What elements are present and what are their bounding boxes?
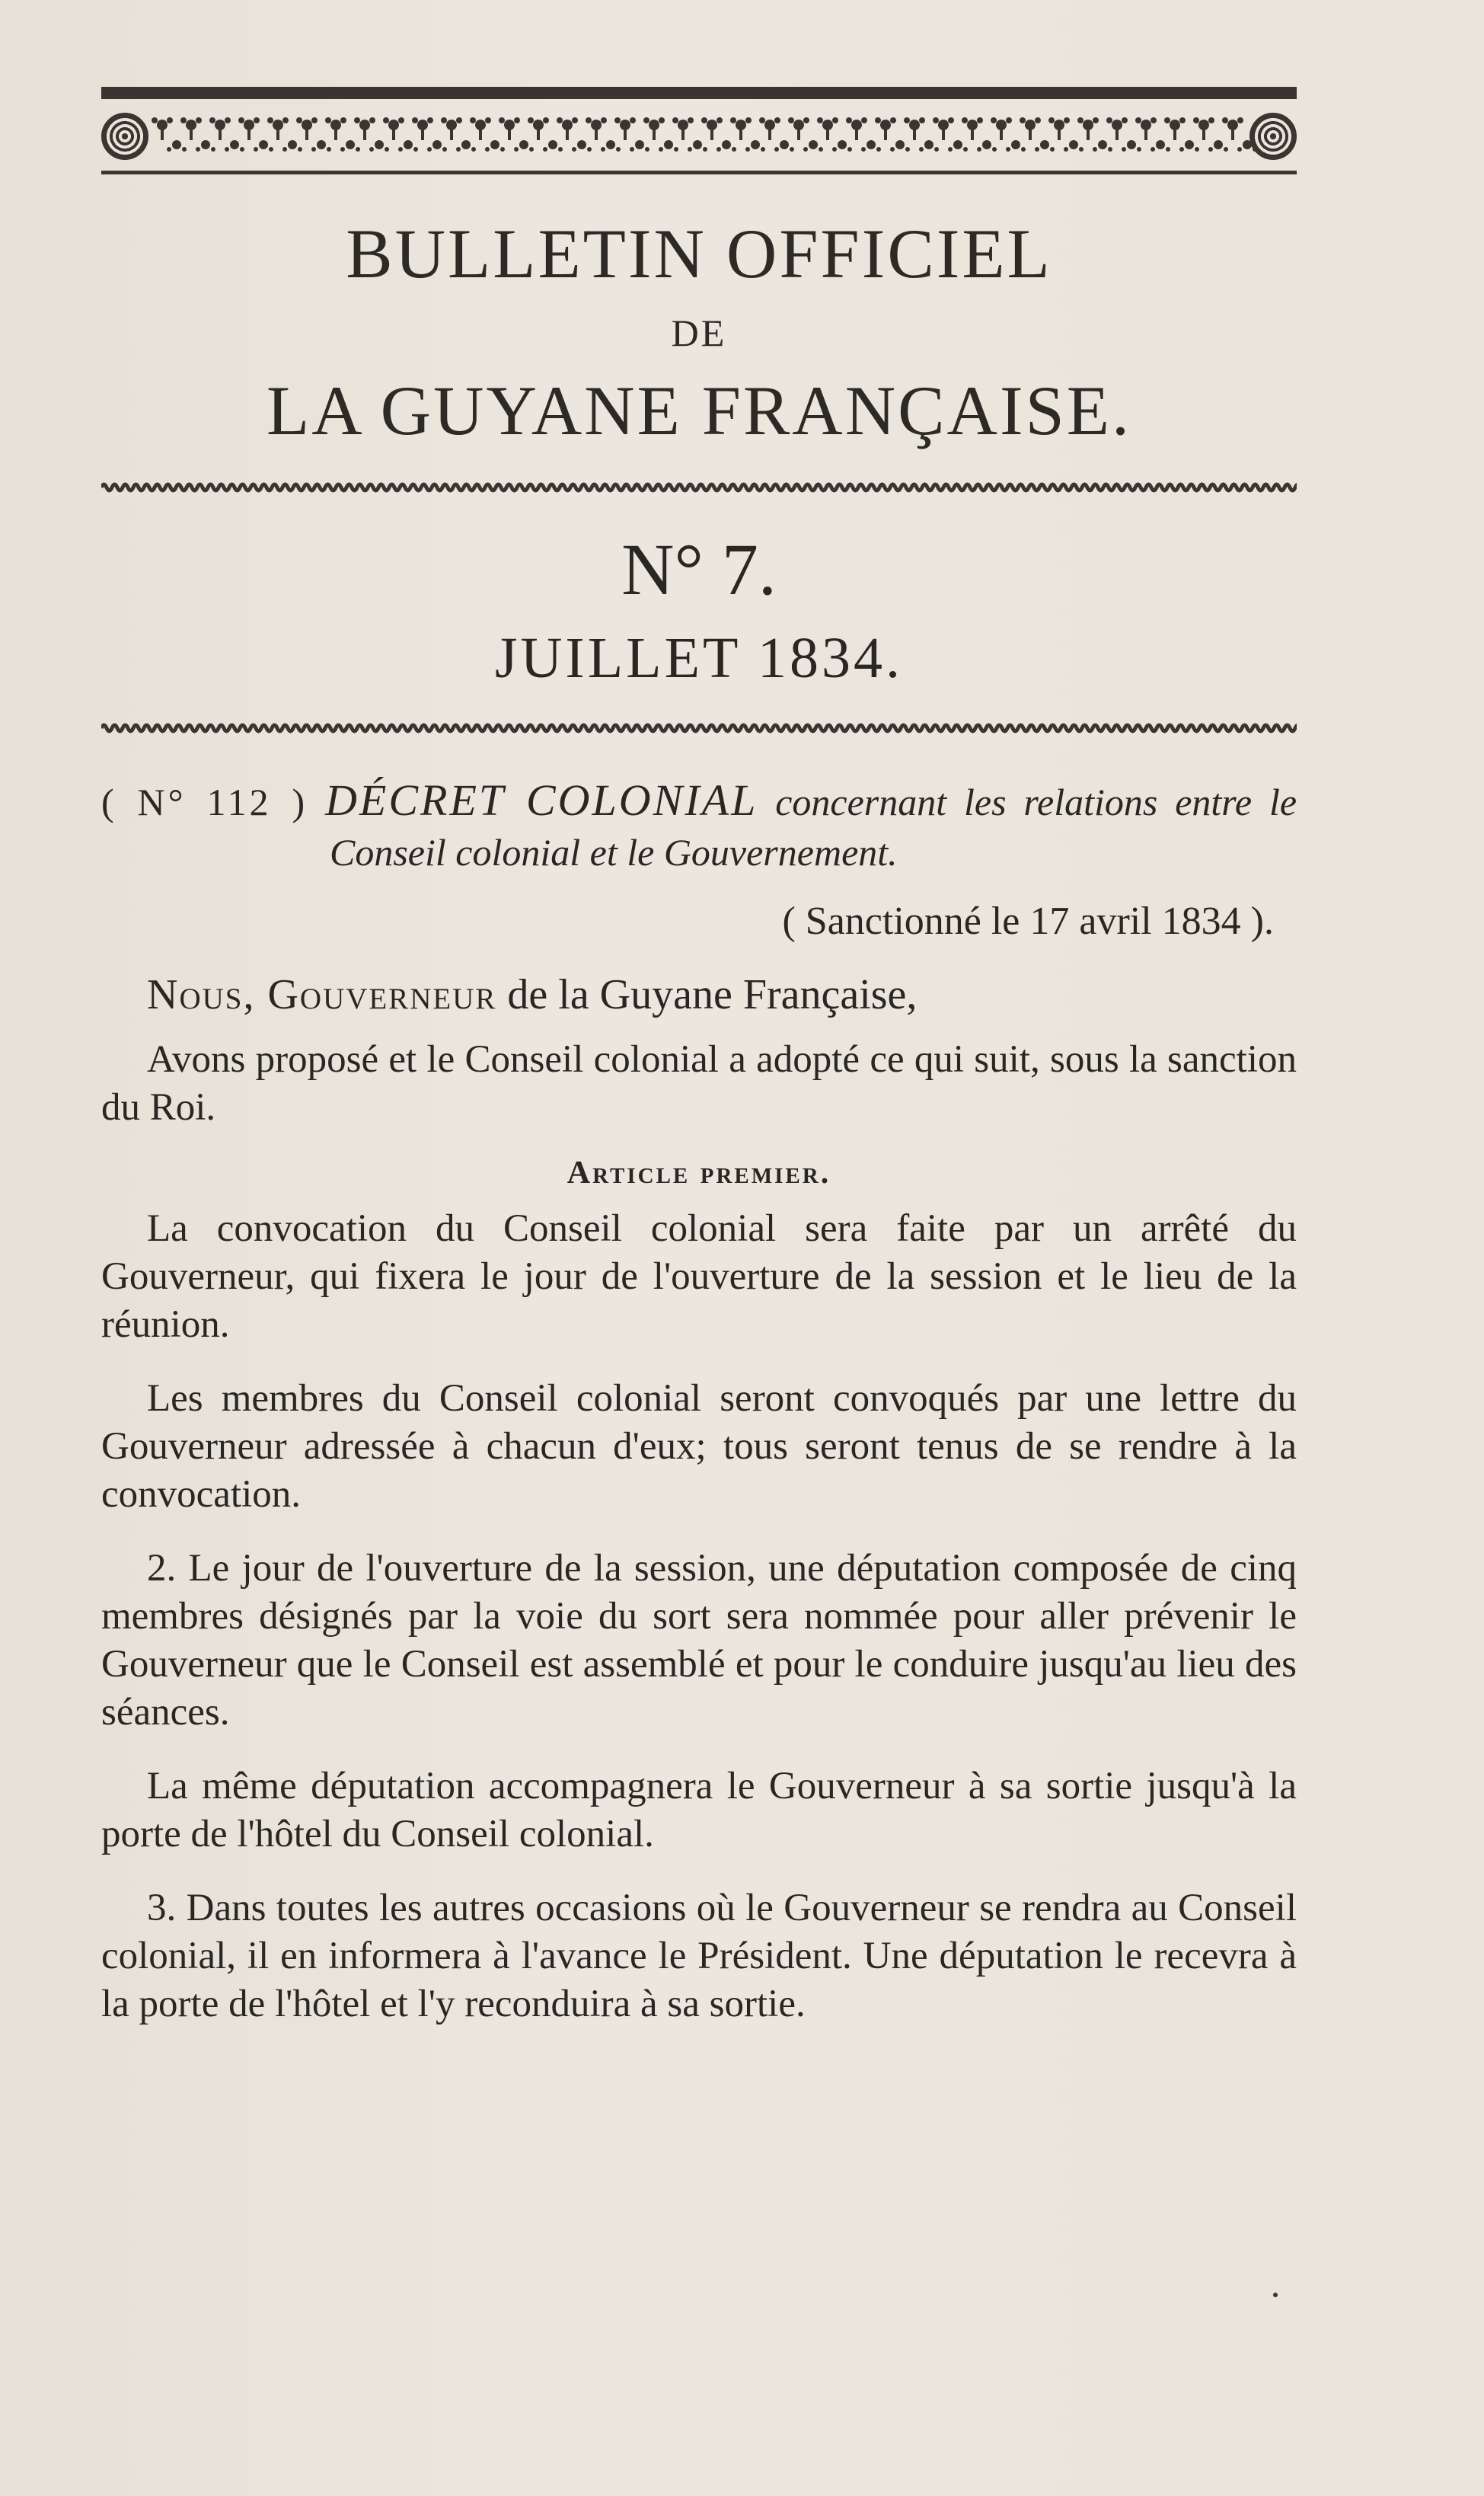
issue-month: JUILLET [494,626,741,690]
ornament-top-rule [101,87,1297,99]
decree-heading [101,775,1297,877]
body-paragraph: 3. Dans toutes les autres occasions où le Gouverneur se rendra au Conseil colonial, il en informera à l'avance le Président. Une députation le recevra à la porte de l'hôtel et l'y reconduira à sa sortie. [101,1887,1297,2025]
wavy-rule-top [101,478,1297,497]
ornament-bottom-rule [101,171,1297,174]
header-ornament [101,76,1297,190]
decree-number: ( N° 112 ) [101,781,308,823]
wavy-rule-icon [101,478,1297,497]
text-column [101,76,1297,2028]
body-paragraph: Les membres du Conseil colonial seront convoqués par une lettre du Gouverneur adressée à chacun d'eux; tous seront tenus de se rendre à la convocation. [101,1377,1297,1516]
bulletin-title-de: DE [671,312,727,354]
nous-lead: Nous, Gouverneur [147,971,497,1018]
article-heading: Article premier. [566,1155,831,1190]
body-paragraph: La même députation accompagnera le Gouverneur à sa sortie jusqu'à la porte de l'hôtel du Conseil colonial. [101,1765,1297,1855]
speck [1273,2293,1278,2297]
bulletin-title: BULLETIN OFFICIEL [346,215,1052,292]
body-paragraph: 2. Le jour de l'ouverture de la session, une députation composée de cinq membres désignés par la voie du sort sera nommée pour aller prévenir le Gouverneur que le Conseil est assemblé et pour le conduire jusqu'au lieu des séances. [101,1547,1297,1734]
decree-title: DÉCRET COLONIAL [325,775,758,825]
ornament-band-pattern [101,110,1297,161]
preamble-paragraph: Avons proposé et le Conseil colonial a adopté ce qui suit, sous la sanction du Roi. [101,1038,1297,1129]
decree-sanction: ( Sanctionné le 17 avril 1834 ). [782,900,1274,943]
issue-date [101,625,1297,692]
rosette-icon [1249,113,1297,160]
ornament-band [101,110,1297,161]
nous-paragraph [101,971,1297,1019]
issue-year: 1834. [758,626,904,690]
wavy-rule-bottom [101,719,1297,737]
issue-number: N° 7. [621,529,777,610]
wavy-rule-icon [101,719,1297,737]
nous-rest: de la Guyane Française, [496,971,918,1018]
bulletin-title-colony: LA GUYANE FRANÇAISE. [266,372,1131,449]
decree-subject: concernant les relations entre le Conseil colonial et le Gouvernement. [330,781,1297,874]
body-paragraph: La convocation du Conseil colonial sera faite par un arrêté du Gouverneur, qui fixera le jour de l'ouverture de la session et le lieu de la réunion. [101,1207,1297,1346]
